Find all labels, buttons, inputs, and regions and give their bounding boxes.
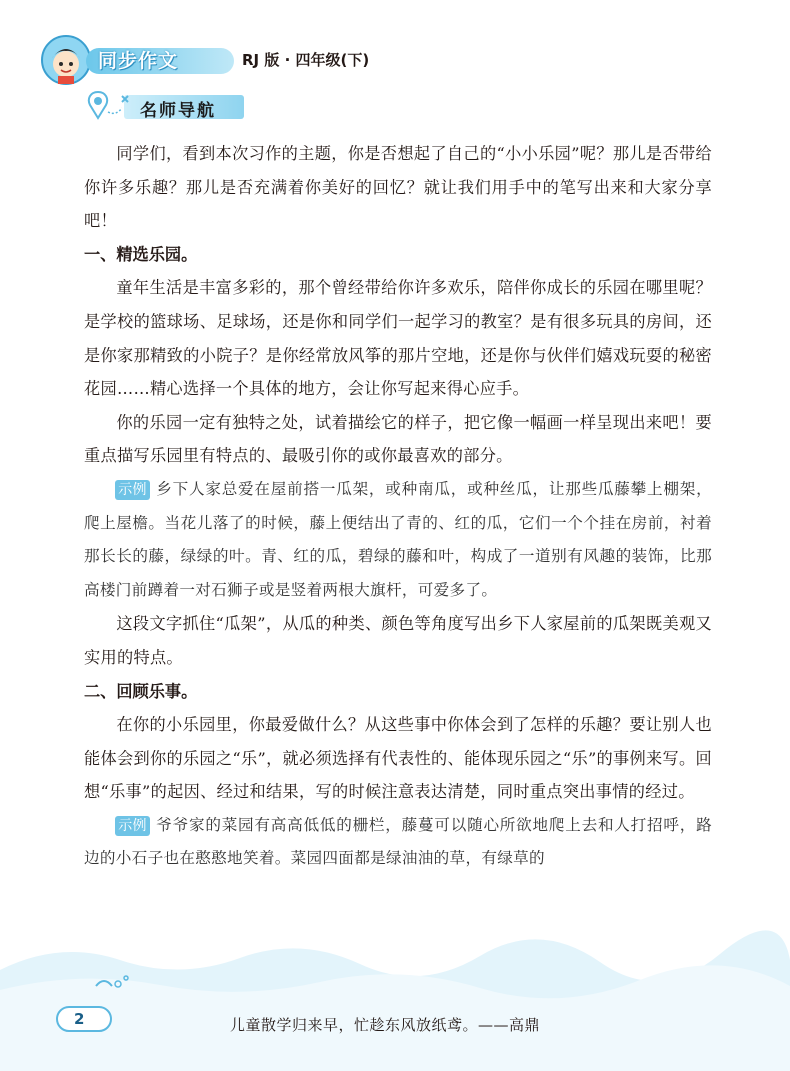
- part1-comment: 这段文字抓住“瓜架”，从瓜的种类、颜色等角度写出乡下人家屋前的瓜架既美观又实用的特点。: [84, 614, 712, 667]
- part1-example: [84, 473, 712, 607]
- page-header: [40, 34, 400, 86]
- part2-heading: 二、回顾乐事。: [84, 681, 198, 701]
- part1-paragraph-2: 你的乐园一定有独特之处，试着描绘它的样子，把它像一幅画一样呈现出来吧！要重点描写乐园里有特点的、最吸引你的或你最喜欢的部分。: [84, 412, 712, 466]
- intro-paragraph: 同学们，看到本次习作的主题，你是否想起了自己的“小小乐园”呢？那儿是否带给你许多乐趣？那儿是否充满着你美好的回忆？就让我们用手中的笔写出来和大家分享吧！: [84, 144, 712, 231]
- footer-quote: 儿童散学归来早，忙趁东风放纸鸢。——高鼎: [230, 1016, 541, 1034]
- footer-wave: [0, 930, 790, 1071]
- article-body: [84, 137, 712, 876]
- part1-heading: 一、精选乐园。: [84, 244, 198, 264]
- part2-example: [84, 809, 712, 876]
- section-title: 名师导航: [140, 101, 216, 121]
- page-number-badge: [56, 1006, 112, 1032]
- location-pin-icon: [84, 88, 136, 124]
- part1-paragraph-1: 童年生活是丰富多彩的，那个曾经带给你许多欢乐，陪伴你成长的乐园在哪里呢？是学校的篮球场、足球场，还是你和同学们一起学习的教室？是有很多玩具的房间，还是你家那精致的小院子？是你经常放风筝的那片空地，还是你与伙伴们嬉戏玩耍的秘密花园……精心选择一个具体的地方，会让你写起来得心应手。: [84, 278, 712, 399]
- part2-paragraph-1: 在你的小乐园里，你最爱做什么？从这些事中你体会到了怎样的乐趣？要让别人也能体会到你的乐园之“乐”，就必须选择有代表性的、能体现乐园之“乐”的事例来写。回想“乐事”的起因、经过和结果，写的时候注意表达清楚，同时重点突出事情的经过。: [84, 715, 712, 802]
- book-title: 同步作文: [98, 50, 179, 72]
- section-header: [84, 88, 244, 124]
- example-tag: 示例: [115, 480, 150, 500]
- part1-example-text: 乡下人家总爱在屋前搭一瓜架，或种南瓜，或种丝瓜，让那些瓜藤攀上棚架，爬上屋檐。当花儿落了的时候，藤上便结出了青的、红的瓜，它们一个个挂在房前，衬着那长长的藤，绿绿的叶。青、红的瓜，碧绿的藤和叶，构成了一道别有风趣的装饰，比那高楼门前蹲着一对石狮子或是竖着两根大旗杆，可爱多了。: [84, 479, 712, 599]
- page-number: 2: [74, 1010, 85, 1028]
- example-tag: 示例: [115, 816, 150, 836]
- edition-label: RJ 版 · 四年级(下): [242, 51, 370, 69]
- part2-example-text: 爷爷家的菜园有高高低低的栅栏，藤蔓可以随心所欲地爬上去和人打招呼，路边的小石子也在憨憨地笑着。菜园四面都是绿油油的草，有绿草的: [84, 815, 712, 868]
